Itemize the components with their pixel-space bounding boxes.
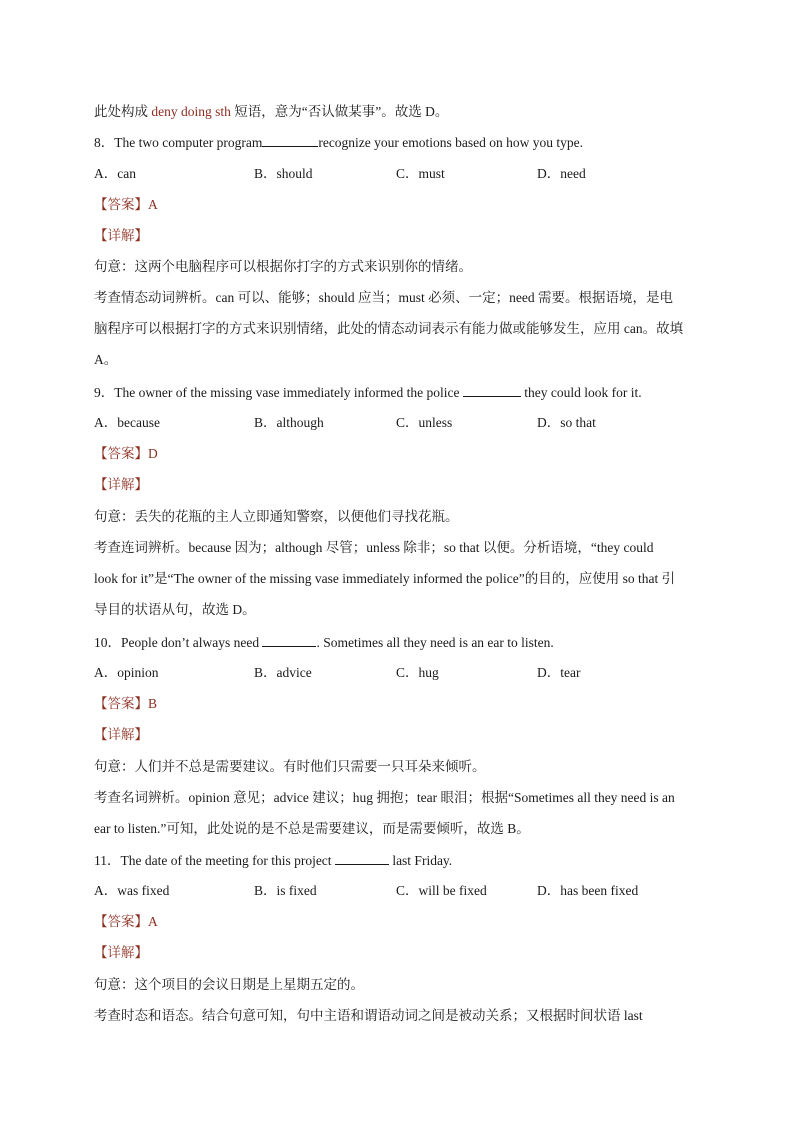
answer-line	[94, 912, 734, 932]
intro-phrase: deny doing sth	[151, 104, 231, 119]
detail-tag: 【详解】	[94, 945, 148, 960]
stem-part-b: they could look for it.	[524, 385, 642, 400]
stem-part-a: The two computer program	[114, 135, 263, 150]
intro-text-post: 短语，意为“否认做某事”。故选 D。	[230, 104, 449, 119]
option-d: D．need	[537, 166, 586, 181]
stem-part-b: last Friday.	[392, 853, 453, 868]
analysis-line: A。	[94, 352, 118, 367]
answer-tag: 【答案】	[94, 914, 148, 929]
option-a: A．was fixed	[94, 883, 170, 898]
analysis-line: 考查连词辨析。because 因为；although 尽管；unless 除非；so that 以便。分析语境，“they could	[94, 540, 654, 555]
question-number: 9．	[94, 385, 115, 400]
option-c: C．will be fixed	[396, 883, 487, 898]
option-b: B．should	[254, 166, 313, 181]
option-a: A．because	[94, 415, 160, 430]
question-10-stem	[94, 632, 734, 653]
stem-part-b: recognize your emotions based on how you type.	[318, 135, 584, 150]
stem-part-a: The owner of the missing vase immediately informed the police	[114, 385, 460, 400]
intro-text-pre: 此处构成	[94, 104, 152, 119]
answer-blank	[262, 132, 318, 147]
meaning-line: 句意：这两个电脑程序可以根据你打字的方式来识别你的情绪。	[94, 259, 472, 274]
intro-line	[94, 102, 734, 122]
analysis-line: look for it”是“The owner of the missing vase immediately informed the police”的目的，应使用 so that 引	[94, 571, 676, 586]
analysis-line: 考查名词辨析。opinion 意见；advice 建议；hug 拥抱；tear 眼泪；根据“Sometimes all they need is an	[94, 790, 675, 805]
answer-value: A	[148, 197, 158, 212]
answer-value: A	[148, 914, 158, 929]
answer-blank	[335, 850, 389, 865]
answer-blank	[463, 382, 521, 397]
detail-tag: 【详解】	[94, 228, 148, 243]
answer-tag: 【答案】	[94, 197, 148, 212]
option-b: B．although	[254, 415, 324, 430]
option-c: C．hug	[396, 665, 439, 680]
meaning-line: 句意：丢失的花瓶的主人立即通知警察，以便他们寻找花瓶。	[94, 509, 459, 524]
answer-tag: 【答案】	[94, 446, 148, 461]
analysis-line: 脑程序可以根据打字的方式来识别情绪，此处的情态动词表示有能力做或能够发生，应用 can。故填	[94, 321, 684, 336]
answer-line	[94, 694, 734, 714]
question-number: 10．	[94, 635, 121, 650]
meaning-line: 句意：这个项目的会议日期是上星期五定的。	[94, 977, 364, 992]
answer-value: D	[148, 446, 158, 461]
answer-line	[94, 444, 734, 464]
stem-part-b: . Sometimes all they need is an ear to listen.	[316, 635, 554, 650]
detail-tag: 【详解】	[94, 477, 148, 492]
stem-part-a: People don’t always need	[121, 635, 260, 650]
analysis-line: 导目的状语从句，故选 D。	[94, 602, 256, 617]
question-11-stem	[94, 850, 734, 871]
option-a: A．can	[94, 166, 136, 181]
answer-line	[94, 195, 734, 215]
stem-part-a: The date of the meeting for this project	[120, 853, 332, 868]
question-8-stem	[94, 132, 734, 153]
analysis-line: ear to listen.”可知，此处说的是不总是需要建议，而是需要倾听，故选 B。	[94, 821, 530, 836]
option-a: A．opinion	[94, 665, 159, 680]
answer-value: B	[148, 696, 158, 711]
option-d: D．tear	[537, 665, 581, 680]
option-d: D．so that	[537, 415, 596, 430]
option-d: D．has been fixed	[537, 883, 639, 898]
option-b: B．is fixed	[254, 883, 317, 898]
question-9-stem	[94, 382, 734, 403]
question-number: 11．	[94, 853, 121, 868]
option-c: C．unless	[396, 415, 453, 430]
answer-blank	[262, 632, 316, 647]
analysis-line: 考查时态和语态。结合句意可知，句中主语和谓语动词之间是被动关系；又根据时间状语 last	[94, 1008, 643, 1023]
option-c: C．must	[396, 166, 445, 181]
answer-tag: 【答案】	[94, 696, 148, 711]
option-b: B．advice	[254, 665, 312, 680]
detail-tag: 【详解】	[94, 727, 148, 742]
meaning-line: 句意：人们并不总是需要建议。有时他们只需要一只耳朵来倾听。	[94, 759, 486, 774]
analysis-line: 考查情态动词辨析。can 可以、能够；should 应当；must 必须、一定；need 需要。根据语境，是电	[94, 290, 673, 305]
question-number: 8．	[94, 135, 115, 150]
